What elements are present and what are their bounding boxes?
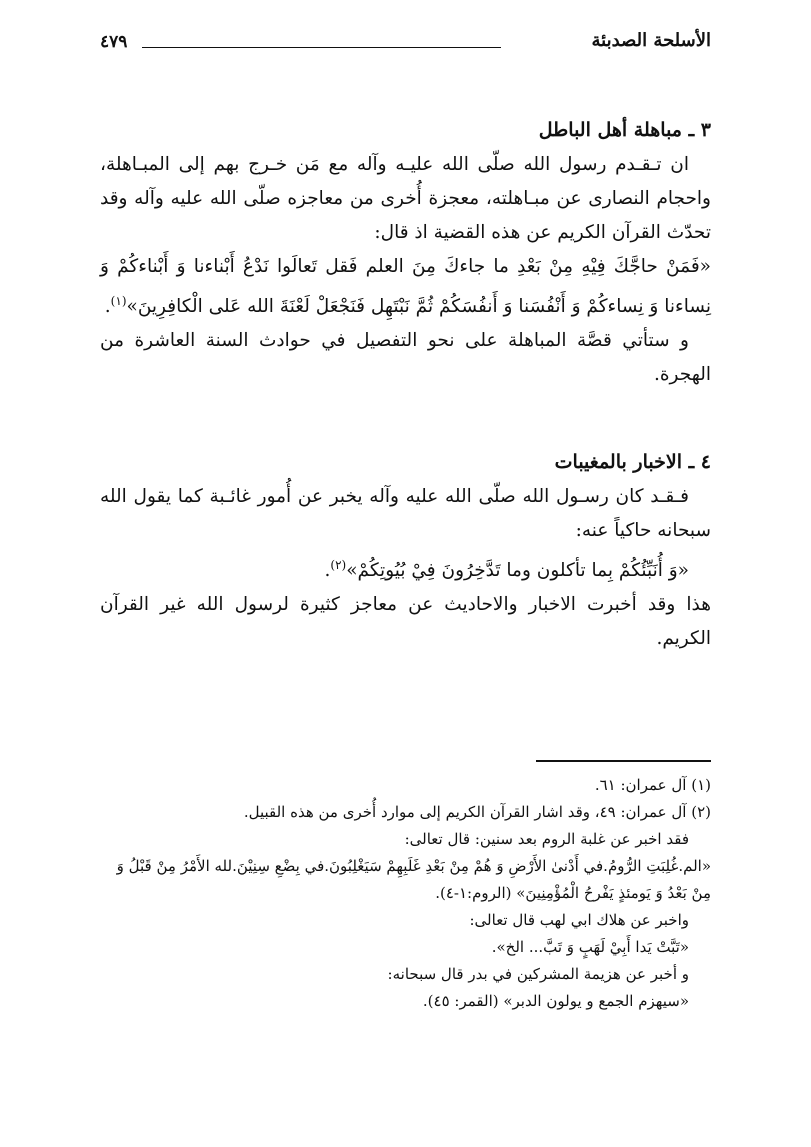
section2-paragraph-1: فـقـد كان رسـول الله صلّى الله عليه وآله يخبر عن أُمور غائـبة كما يقول الله سبحانه حاكياً عنه: — [100, 486, 711, 542]
footnote-2: (٢) آل عمران: ٤٩، وقد اشار القرآن الكريم إلى موارد أُخرى من هذه القبيل. — [243, 803, 711, 821]
quote-end: . — [104, 296, 111, 318]
running-title: الأسلحة الصدبئة — [591, 30, 711, 51]
quran-quote-2 — [100, 548, 711, 588]
section2-paragraph-2: هذا وقد أخبرت الاخبار والاحاديث عن معاجز كثيرة لرسول الله غير القرآن الكريم. — [100, 594, 711, 650]
footnote-rule — [536, 760, 711, 762]
footnote-ref-2: (٢) — [330, 558, 347, 573]
footnote-2-quote: «الم.غُلِبَتِ الرُّومُ.في أَدْنىٰ الأَرْضِ وَ هُمْ مِنْ بَعْدِ غَلَبِهِمْ سَيَغْلِبُونَ.في بِضْعِ سِنِيْنَ.لله الأَمْرُ مِنْ قَبْلُ وَ مِنْ بَعْدُ وَ يَومئذٍ يَفْرحُ الْمُؤْمِنِينَ» (الروم:١-٤). — [116, 857, 711, 902]
page-number: ٤٧٩ — [100, 32, 128, 52]
footnote-2-line: واخبر عن هلاك ابي لهب قال تعالى: — [469, 911, 689, 929]
footnote-1: (١) آل عمران: ٦١. — [594, 776, 711, 794]
quran-quote-1 — [100, 250, 711, 324]
section-title-mubahala: ٣ ـ مباهلة أهل الباطل — [538, 119, 711, 141]
quote-text: «فَمَنْ حاجَّكَ فِيْهِ مِنْ بَعْدِ ما جاءكَ مِنَ العلم فَقل تَعالَوا نَدْعُ أَبْناءنا وَ أَبْناءكُمْ وَ نِساءنا وَ نِساءكُمْ وَ أَنْفُسَنا وَ أَنفُسَكُمْ ثُمَّ نَبْتَهِل فَنَجْعَلْ لَعْنَةَ الله عَلى الْكافِرِينَ» — [100, 256, 711, 318]
section1-paragraph-2: و ستأتي قصَّة المباهلة على نحو التفصيل في حوادث السنة العاشرة من الهجرة. — [100, 330, 711, 386]
footnote-2-line: فقد اخبر عن غلبة الروم بعد سنين: قال تعالى: — [404, 830, 689, 848]
main-text — [100, 112, 711, 656]
footnote-ref-1: (١) — [110, 294, 127, 308]
section-2 — [100, 444, 711, 656]
footnote-2-quote: «سيهزم الجمع و يولون الدبر» (القمر: ٤٥). — [422, 992, 689, 1010]
footnote-2-line: و أخبر عن هزيمة المشركين في بدر قال سبحانه: — [387, 965, 689, 983]
running-header — [100, 30, 711, 60]
footnotes — [100, 760, 711, 1015]
footnote-2-quote: «تَبَّتْ يَدا أَبِيْ لَهَبٍ وَ تَبَّ... الخ». — [491, 938, 689, 956]
section-title-ghaybiyyat: ٤ ـ الاخبار بالمغيبات — [554, 451, 711, 474]
quote-text: «وَ أُنَبِّئُكُمْ بِما تأكلون وما تَدَّخِرُونَ فِيْ بُيُوتِكُمْ» — [346, 560, 689, 582]
quote-end: . — [324, 560, 331, 582]
section1-paragraph-1: ان تـقـدم رسول الله صلّى الله عليـه وآله مع مَن خـرج بهم إلى المبـاهلة، واحجام النصارى عن مبـاهلته، معجزة أُخرى من معاجزه صلّى الله عليه وآله وقد تحدّث القرآن الكريم عن هذه القضية اذ قال: — [100, 154, 711, 243]
header-rule — [142, 47, 501, 48]
